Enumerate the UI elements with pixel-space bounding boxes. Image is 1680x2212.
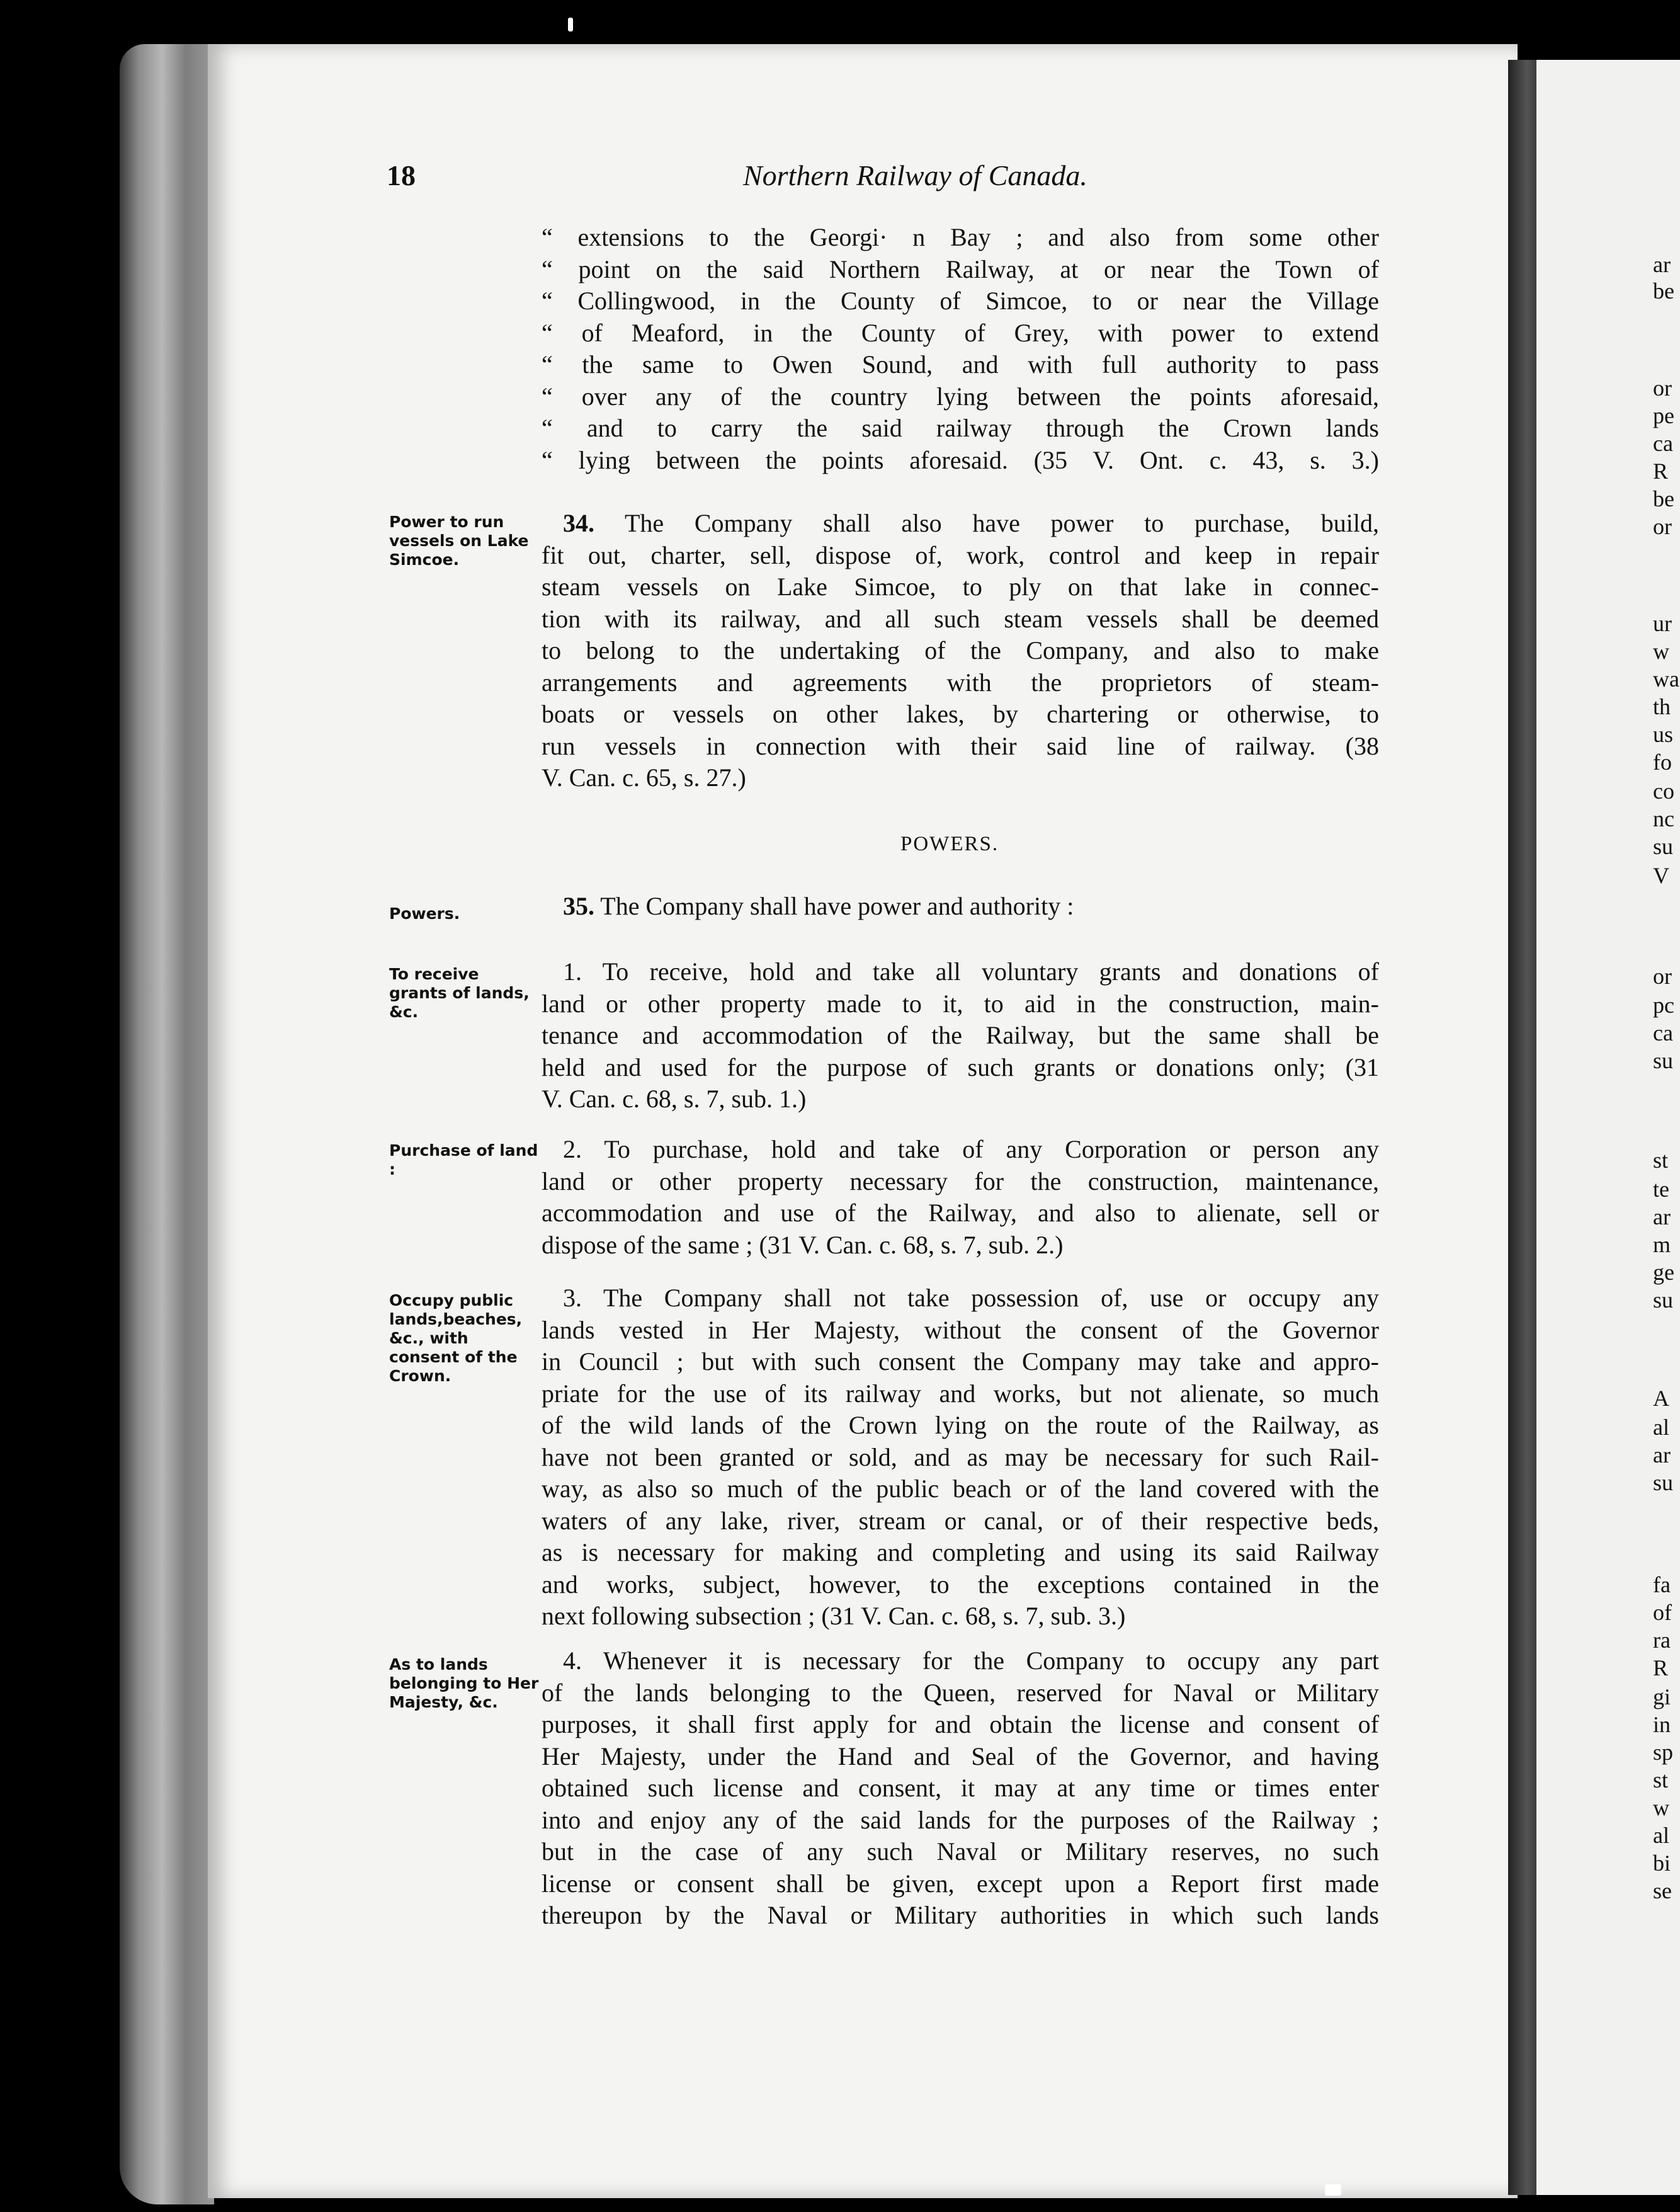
- facing-page-fragment: nc: [1653, 806, 1674, 831]
- facing-page-fragment: st: [1653, 1148, 1669, 1173]
- text-line: waters of any lake, river, stream or canal, or of their respective beds,: [542, 1506, 1379, 1535]
- text-line: land or other property necessary for the construction, maintenance,: [542, 1166, 1379, 1195]
- text-line: way, as also so much of the public beach or of the land covered with the: [542, 1474, 1379, 1503]
- facing-page-fragment: ra: [1653, 1628, 1671, 1653]
- facing-page-fragment: ar: [1653, 252, 1671, 277]
- text-line: steam vessels on Lake Simcoe, to ply on that lake in connec-: [542, 573, 1379, 601]
- text-line: lands vested in Her Majesty, without the consent of the Governor: [542, 1315, 1379, 1344]
- facing-page-fragment: sp: [1653, 1740, 1674, 1765]
- sidenote-sub-3: Occupy public lands,beaches, &c., with consent of the Crown.: [389, 1291, 523, 1385]
- facing-page-fragment: us: [1653, 722, 1674, 747]
- section-heading: POWERS.: [900, 833, 999, 855]
- facing-page-fragment: be: [1653, 486, 1674, 511]
- sidenote-section-34: Power to run vessels on Lake Simcoe.: [389, 513, 529, 569]
- facing-page-fragment: or: [1653, 964, 1672, 989]
- facing-page-fragment: w: [1653, 639, 1669, 664]
- facing-page-fragment: pe: [1653, 403, 1674, 428]
- sidenote-sub-4: As to lands belonging to Her Majesty, &c.: [389, 1655, 539, 1711]
- text-line: V. Can. c. 65, s. 27.): [542, 763, 746, 792]
- text-line: 3. The Company shall not take possession of, use or occupy any: [563, 1284, 1379, 1312]
- sidenote-section-35: Powers.: [389, 904, 460, 923]
- facing-page-fragment: R: [1653, 459, 1669, 484]
- facing-page-fragment: su: [1653, 1287, 1674, 1313]
- text-line: dispose of the same ; (31 V. Can. c. 68, s. 7, sub. 2.): [542, 1230, 1064, 1259]
- subsection-2: [542, 1134, 1379, 1261]
- facing-page-fragment: w: [1653, 1795, 1669, 1820]
- text-line: 2. To purchase, hold and take of any Corporation or person any: [563, 1135, 1379, 1163]
- text-line: arrangements and agreements with the proprietors of steam-: [542, 668, 1379, 697]
- book-gutter: [1508, 60, 1540, 2195]
- facing-page-fragment: wa: [1653, 666, 1679, 692]
- facing-page-fragment: of: [1653, 1600, 1672, 1625]
- scan-artifact: [568, 18, 573, 31]
- text-line: accommodation and use of the Railway, and also to alienate, sell or: [542, 1199, 1379, 1227]
- text-line: run vessels in connection with their said line of railway. (38: [542, 731, 1379, 760]
- text-line: “ of Meaford, in the County of Grey, with power to extend: [542, 318, 1379, 347]
- text-line: tenance and accommodation of the Railway, but the same shall be: [542, 1021, 1379, 1049]
- book-fore-edge: [120, 44, 214, 2204]
- text-line: thereupon by the Naval or Military authorities in which such lands: [542, 1901, 1379, 1929]
- sidenote-sub-2: Purchase of land :: [389, 1141, 538, 1178]
- facing-page-fragment: be: [1653, 278, 1674, 304]
- facing-page-fragment: bi: [1653, 1850, 1671, 1876]
- text-line: have not been granted or sold, and as may be necessary for such Rail-: [542, 1442, 1379, 1471]
- facing-page-fragment: su: [1653, 834, 1674, 859]
- text-line: of the lands belonging to the Queen, reserved for Naval or Military: [542, 1678, 1379, 1707]
- facing-page-fragment: su: [1653, 1470, 1674, 1495]
- section-35: [542, 891, 1379, 923]
- text-line: and works, subject, however, to the exceptions contained in the: [542, 1570, 1379, 1599]
- text-line: land or other property made to it, to aid in the construction, main-: [542, 989, 1379, 1018]
- scan-artifact: [1325, 2184, 1341, 2196]
- text-line: The Company shall also have power to purchase, build,: [624, 509, 1379, 537]
- section-number: 35.: [563, 892, 594, 920]
- text-line: “ point on the said Northern Railway, at or near the Town of: [542, 254, 1379, 283]
- text-line: in Council ; but with such consent the Company may take and appro-: [542, 1347, 1379, 1376]
- text-line: “ Collingwood, in the County of Simcoe, to or near the Village: [542, 287, 1379, 315]
- facing-page-fragment: th: [1653, 694, 1671, 719]
- text-line: held and used for the purpose of such grants or donations only; (31: [542, 1052, 1379, 1081]
- text-line: Her Majesty, under the Hand and Seal of the Governor, and having: [542, 1742, 1379, 1770]
- subsection-1: [542, 956, 1379, 1115]
- facing-page-fragment: V: [1653, 863, 1669, 888]
- facing-page-fragment: A: [1653, 1386, 1669, 1411]
- text-line: “ lying between the points aforesaid. (35 V. Ont. c. 43, s. 3.): [542, 445, 1379, 474]
- facing-page-fragment: su: [1653, 1048, 1674, 1073]
- facing-page-fragment: te: [1653, 1177, 1669, 1202]
- facing-page-fragment: ar: [1653, 1442, 1671, 1468]
- facing-page-fragment: se: [1653, 1878, 1672, 1903]
- text-line: purposes, it shall first apply for and obtain the license and consent of: [542, 1710, 1379, 1738]
- running-title: Northern Railway of Canada.: [743, 159, 1087, 191]
- text-line: 4. Whenever it is necessary for the Company to occupy any part: [563, 1646, 1379, 1675]
- text-line: but in the case of any such Naval or Military reserves, no such: [542, 1837, 1379, 1866]
- facing-page-fragment: or: [1653, 514, 1672, 539]
- facing-page-fragment: in: [1653, 1712, 1671, 1737]
- text-line: into and enjoy any of the said lands for the purposes of the Railway ;: [542, 1805, 1379, 1834]
- facing-page-fragment: ur: [1653, 611, 1672, 636]
- text-line: “ and to carry the said railway through the Crown lands: [542, 414, 1379, 442]
- facing-page-fragment: ar: [1653, 1204, 1671, 1229]
- subsection-4: [542, 1645, 1379, 1932]
- text-line: boats or vessels on other lakes, by chartering or otherwise, to: [542, 700, 1379, 728]
- facing-page-fragment: pc: [1653, 993, 1674, 1018]
- text-line: “ extensions to the Georgi· n Bay ; and also from some other: [542, 223, 1379, 251]
- page-number: 18: [387, 159, 416, 191]
- facing-page-fragment: ge: [1653, 1260, 1674, 1285]
- text-line: obtained such license and consent, it may at any time or times enter: [542, 1774, 1379, 1802]
- text-line: as is necessary for making and completing and using its said Railway: [542, 1538, 1379, 1566]
- facing-page-fragment: fa: [1653, 1572, 1671, 1597]
- facing-page-fragment: fo: [1653, 750, 1672, 775]
- sidenote-sub-1: To receive grants of lands, &c.: [389, 965, 530, 1021]
- text-line: of the wild lands of the Crown lying on the route of the Railway, as: [542, 1411, 1379, 1439]
- section-number: 34.: [563, 509, 594, 537]
- text-line: to belong to the undertaking of the Company, and also to make: [542, 636, 1379, 664]
- facing-page-fragment: m: [1653, 1232, 1671, 1257]
- text-line: license or consent shall be given, except upon a Report first made: [542, 1869, 1379, 1898]
- text-line: tion with its railway, and all such steam vessels shall be deemed: [542, 604, 1379, 633]
- facing-page-fragment: al: [1653, 1823, 1669, 1848]
- facing-page-fragment: ca: [1653, 1020, 1673, 1046]
- facing-page-fragment: st: [1653, 1767, 1669, 1793]
- text-line: “ the same to Owen Sound, and with full authority to pass: [542, 350, 1379, 379]
- facing-page-fragment: al: [1653, 1415, 1669, 1440]
- text-line: The Company shall have power and authority :: [600, 892, 1074, 920]
- facing-page-fragment: or: [1653, 375, 1672, 401]
- facing-page-fragment: gi: [1653, 1684, 1671, 1709]
- section-34: [542, 508, 1379, 794]
- text-line: next following subsection ; (31 V. Can. c. 68, s. 7, sub. 3.): [542, 1602, 1126, 1630]
- text-line: fit out, charter, sell, dispose of, work, control and keep in repair: [542, 540, 1379, 569]
- text-line: priate for the use of its railway and works, but not alienate, so much: [542, 1379, 1379, 1408]
- subsection-3: [542, 1282, 1379, 1633]
- continuation-paragraph: [542, 222, 1379, 476]
- facing-page-fragment: co: [1653, 778, 1674, 804]
- text-line: V. Can. c. 68, s. 7, sub. 1.): [542, 1085, 807, 1113]
- text-line: 1. To receive, hold and take all voluntary grants and donations of: [563, 957, 1379, 986]
- facing-page-fragment: R: [1653, 1655, 1669, 1680]
- text-line: “ over any of the country lying between the points aforesaid,: [542, 382, 1379, 411]
- facing-page-fragment: ca: [1653, 431, 1673, 456]
